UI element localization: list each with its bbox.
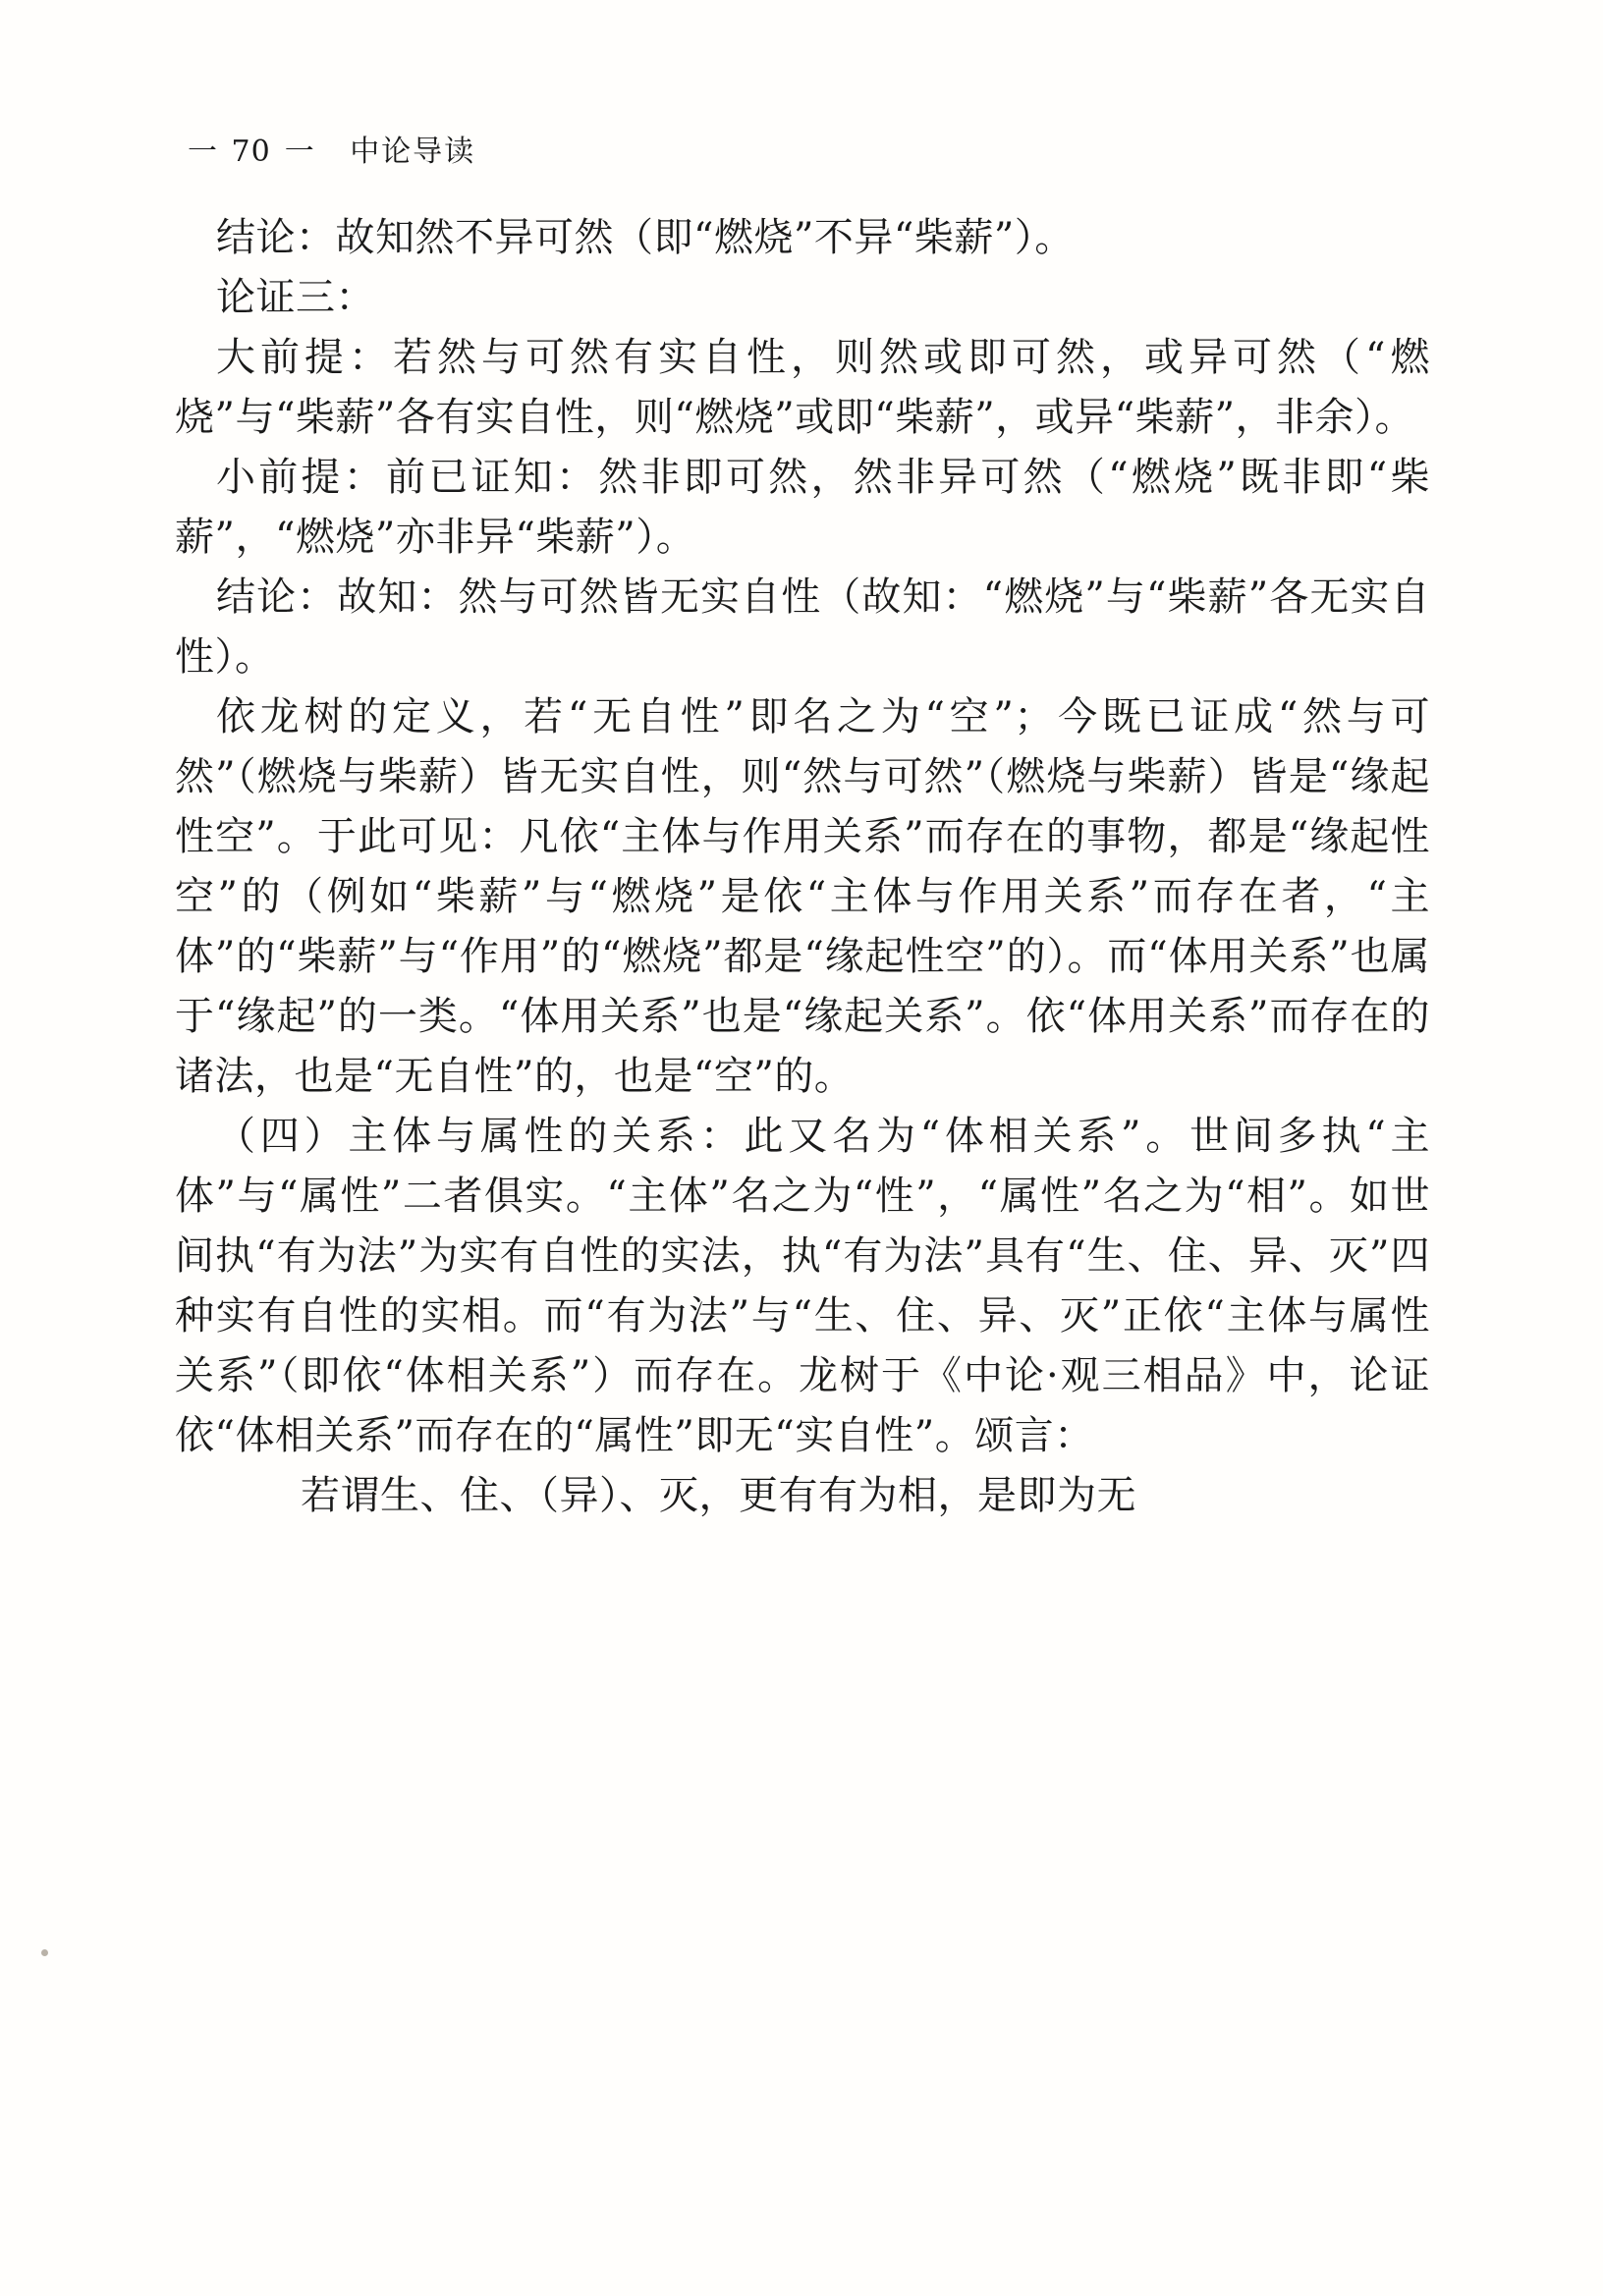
margin-dot-mark bbox=[41, 1949, 48, 1956]
header-dash-right: 一 bbox=[284, 135, 315, 169]
verse-line: 若谓生、住、（异）、灭，更有有为相，是即为无 bbox=[301, 1473, 1136, 1518]
body-text bbox=[175, 208, 1430, 1526]
paragraph-argument-three-heading: 论证三： bbox=[216, 275, 375, 320]
paragraph-minor-premise-3: 小前提：前已证知：然非即可然，然非异可然（“燃烧”既非即“柴薪”，“燃烧”亦非异“柴薪”）。 bbox=[175, 455, 1430, 560]
paragraph-conclusion-2: 结论：故知然不异可然（即“燃烧”不异“柴薪”）。 bbox=[216, 215, 1075, 260]
paragraph-conclusion-3: 结论：故知：然与可然皆无实自性（故知：“燃烧”与“柴薪”各无实自性）。 bbox=[175, 574, 1430, 680]
paragraph-major-premise-3: 大前提：若然与可然有实自性，则然或即可然，或异可然（“燃烧”与“柴薪”各有实自性，则“燃烧”或即“柴薪”，或异“柴薪”，非余）。 bbox=[175, 335, 1430, 440]
book-title: 中论导读 bbox=[350, 135, 476, 169]
page-header bbox=[182, 133, 1429, 172]
page-number: 70 bbox=[231, 135, 271, 169]
paragraph-section-four: （四）主体与属性的关系：此又名为“体相关系”。世间多执“主体”与“属性”二者俱实。“主体”名之为“性”，“属性”名之为“相”。如世间执“有为法”为实有自性的实法，执“有为法”具有“生、住、异、灭”四种实有自性的实相。而“有为法”与“生、住、异、灭”正依“主体与属性关系”（即依“体相关系”）而存在。龙树于《中论·观三相品》中，论证依“体相关系”而存在的“属性”即无“实自性”。颂言： bbox=[175, 1114, 1430, 1458]
header-dash-left: 一 bbox=[188, 135, 218, 169]
paragraph-commentary-emptiness: 依龙树的定义，若“无自性”即名之为“空”；今既已证成“然与可然”（燃烧与柴薪）皆无实自性，则“然与可然”（燃烧与柴薪）皆是“缘起性空”。于此可见：凡依“主体与作用关系”而存在的事物，都是“缘起性空”的（例如“柴薪”与“燃烧”是依“主体与作用关系”而存在者，“主体”的“柴薪”与“作用”的“燃烧”都是“缘起性空”的）。而“体用关系”也属于“缘起”的一类。“体用关系”也是“缘起关系”。依“体用关系”而存在的诸法，也是“无自性”的，也是“空”的。 bbox=[175, 694, 1430, 1099]
